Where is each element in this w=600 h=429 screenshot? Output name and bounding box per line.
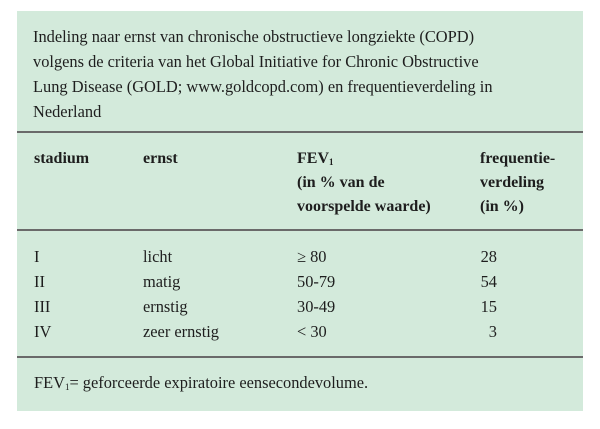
top-rule — [17, 131, 583, 133]
cell-fev: 30-49 — [297, 297, 336, 316]
cell-fev: < 30 — [297, 322, 327, 341]
header-frequency — [480, 147, 555, 219]
header-fev-main: FEV — [297, 150, 329, 167]
header-stadium: stadium — [34, 150, 90, 167]
cell-fev: 50-79 — [297, 272, 336, 291]
cell-stadium: II — [34, 272, 45, 291]
cell-stadium: III — [34, 297, 51, 316]
cell-frequency: 3 — [488, 322, 497, 341]
cell-ernst: zeer ernstig — [143, 322, 219, 341]
caption-line: Indeling naar ernst van chronische obstructieve longziekte (COPD) — [33, 27, 475, 46]
caption-line: volgens de criteria van het Global Initiative for Chronic Obstructive — [33, 52, 479, 71]
cell-frequency: 15 — [480, 297, 497, 316]
footnote-term: FEV — [34, 373, 65, 392]
header-ernst: ernst — [143, 150, 178, 167]
caption-line: Lung Disease (GOLD; www.goldcopd.com) en frequentieverdeling in — [33, 77, 493, 96]
header-fev-line2: (in % van de — [297, 174, 385, 191]
header-fev-line3: voorspelde waarde) — [297, 198, 431, 215]
cell-stadium: I — [34, 247, 40, 266]
header-fev — [297, 147, 431, 219]
cell-frequency: 54 — [480, 272, 497, 291]
bottom-rule — [17, 356, 583, 358]
table-footnote — [34, 371, 368, 395]
header-freq-line3: (in %) — [480, 198, 524, 215]
cell-ernst: ernstig — [143, 297, 188, 316]
cell-frequency: 28 — [480, 247, 497, 266]
footnote-text: = geforceerde expiratoire eensecondevolume. — [69, 373, 369, 392]
footnote-sub: 1 — [64, 382, 70, 392]
table-caption — [33, 24, 573, 124]
cell-ernst: matig — [143, 272, 181, 291]
header-rule — [17, 229, 583, 231]
header-fev-sub: 1 — [329, 157, 334, 167]
caption-line: Nederland — [33, 102, 102, 121]
cell-ernst: licht — [143, 247, 173, 266]
cell-stadium: IV — [34, 322, 52, 341]
header-freq-line1: frequentie- — [480, 150, 556, 167]
header-freq-line2: verdeling — [480, 174, 544, 191]
cell-fev: ≥ 80 — [297, 247, 327, 266]
